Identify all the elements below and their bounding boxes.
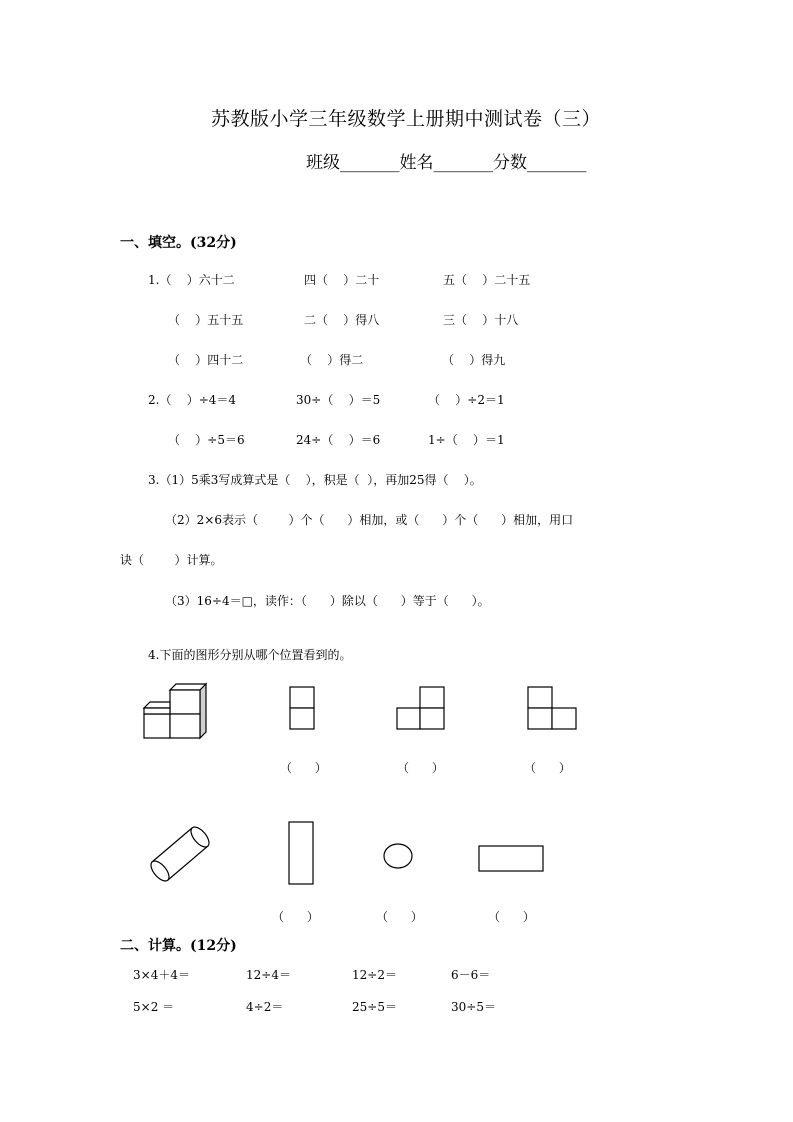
left-cube-front: [144, 714, 170, 738]
q1-r1-c1: 1.（ ）六十二: [148, 273, 235, 287]
q1-r3-c3: （ ）得九: [442, 353, 506, 367]
front-view-two-squares: [289, 686, 317, 730]
cylinder-figure: [146, 822, 216, 888]
q4-blank-2[interactable]: （ ）: [397, 761, 444, 775]
wide-rectangle-figure: [478, 845, 546, 873]
q2-r1-c3: （ ）÷2＝1: [428, 393, 505, 407]
stacked-cubes-figure: [140, 680, 212, 742]
q4-blank-1[interactable]: （ ）: [280, 761, 327, 775]
calc-r2-c3: 25÷5＝: [352, 1000, 397, 1014]
q3-part3: （3）16÷4＝□，读作：（ ）除以（ ）等于（ ）。: [165, 594, 490, 608]
side-view-three-squares: [396, 686, 448, 730]
q1-r1-c3: 五（ ）二十五: [443, 273, 531, 287]
q1-r2-c3: 三（ ）十八: [443, 313, 519, 327]
q2-r1-c2: 30÷（ ）＝5: [296, 393, 381, 407]
circle-figure: [382, 842, 416, 872]
q3-part2-line1: （2）2×6表示（ ）个（ ）相加，或（ ）个（ ）相加，用口: [165, 513, 574, 527]
q4-blank-3[interactable]: （ ）: [524, 761, 571, 775]
q2-r2-c2: 24÷（ ）＝6: [296, 433, 381, 447]
calc-r1-c1: 3×4＋4＝: [133, 968, 190, 982]
calc-r1-c4: 6－6＝: [451, 968, 491, 982]
q1-r1-c2: 四（ ）二十: [304, 273, 380, 287]
calc-r2-c1: 5×2 ＝: [133, 1000, 175, 1014]
top-cube-front: [170, 690, 200, 714]
calc-r2-c2: 4÷2＝: [246, 1000, 284, 1014]
q4-blank-5[interactable]: （ ）: [376, 910, 423, 924]
right-cube-front: [170, 714, 200, 738]
student-info-line: 班级_______姓名_______分数_______: [306, 153, 587, 173]
q3-part1: 3.（1）5乘3写成算式是（ ），积是（ ），再加25得（ ）。: [148, 473, 482, 487]
q4-blank-4[interactable]: （ ）: [272, 910, 319, 924]
q4-prompt: 4.下面的图形分别从哪个位置看到的。: [148, 648, 352, 662]
q1-r2-c2: 二（ ）得八: [304, 313, 380, 327]
tall-rectangle-figure: [288, 821, 316, 887]
q1-r3-c2: （ ）得二: [300, 353, 364, 367]
top-view-three-squares: [527, 686, 579, 730]
q3-part2-line2: 诀（ ）计算。: [120, 553, 223, 567]
page-title: 苏教版小学三年级数学上册期中测试卷（三）: [211, 108, 602, 130]
calc-r1-c3: 12÷2＝: [352, 968, 397, 982]
q2-r2-c3: 1÷（ ）＝1: [428, 433, 505, 447]
left-cube-top-face: [144, 702, 170, 708]
q1-r3-c1: （ ）四十二: [168, 353, 244, 367]
q1-r2-c1: （ ）五十五: [168, 313, 244, 327]
section-1-heading: 一、填空。(32分): [120, 235, 237, 251]
q4-blank-6[interactable]: （ ）: [488, 910, 535, 924]
calc-r2-c4: 30÷5＝: [451, 1000, 496, 1014]
calc-r1-c2: 12÷4＝: [246, 968, 291, 982]
q2-r2-c1: （ ）÷5＝6: [168, 433, 245, 447]
side-face: [200, 684, 206, 738]
q2-r1-c1: 2.（ ）÷4＝4: [148, 393, 237, 407]
section-2-heading: 二、计算。(12分): [120, 938, 237, 954]
